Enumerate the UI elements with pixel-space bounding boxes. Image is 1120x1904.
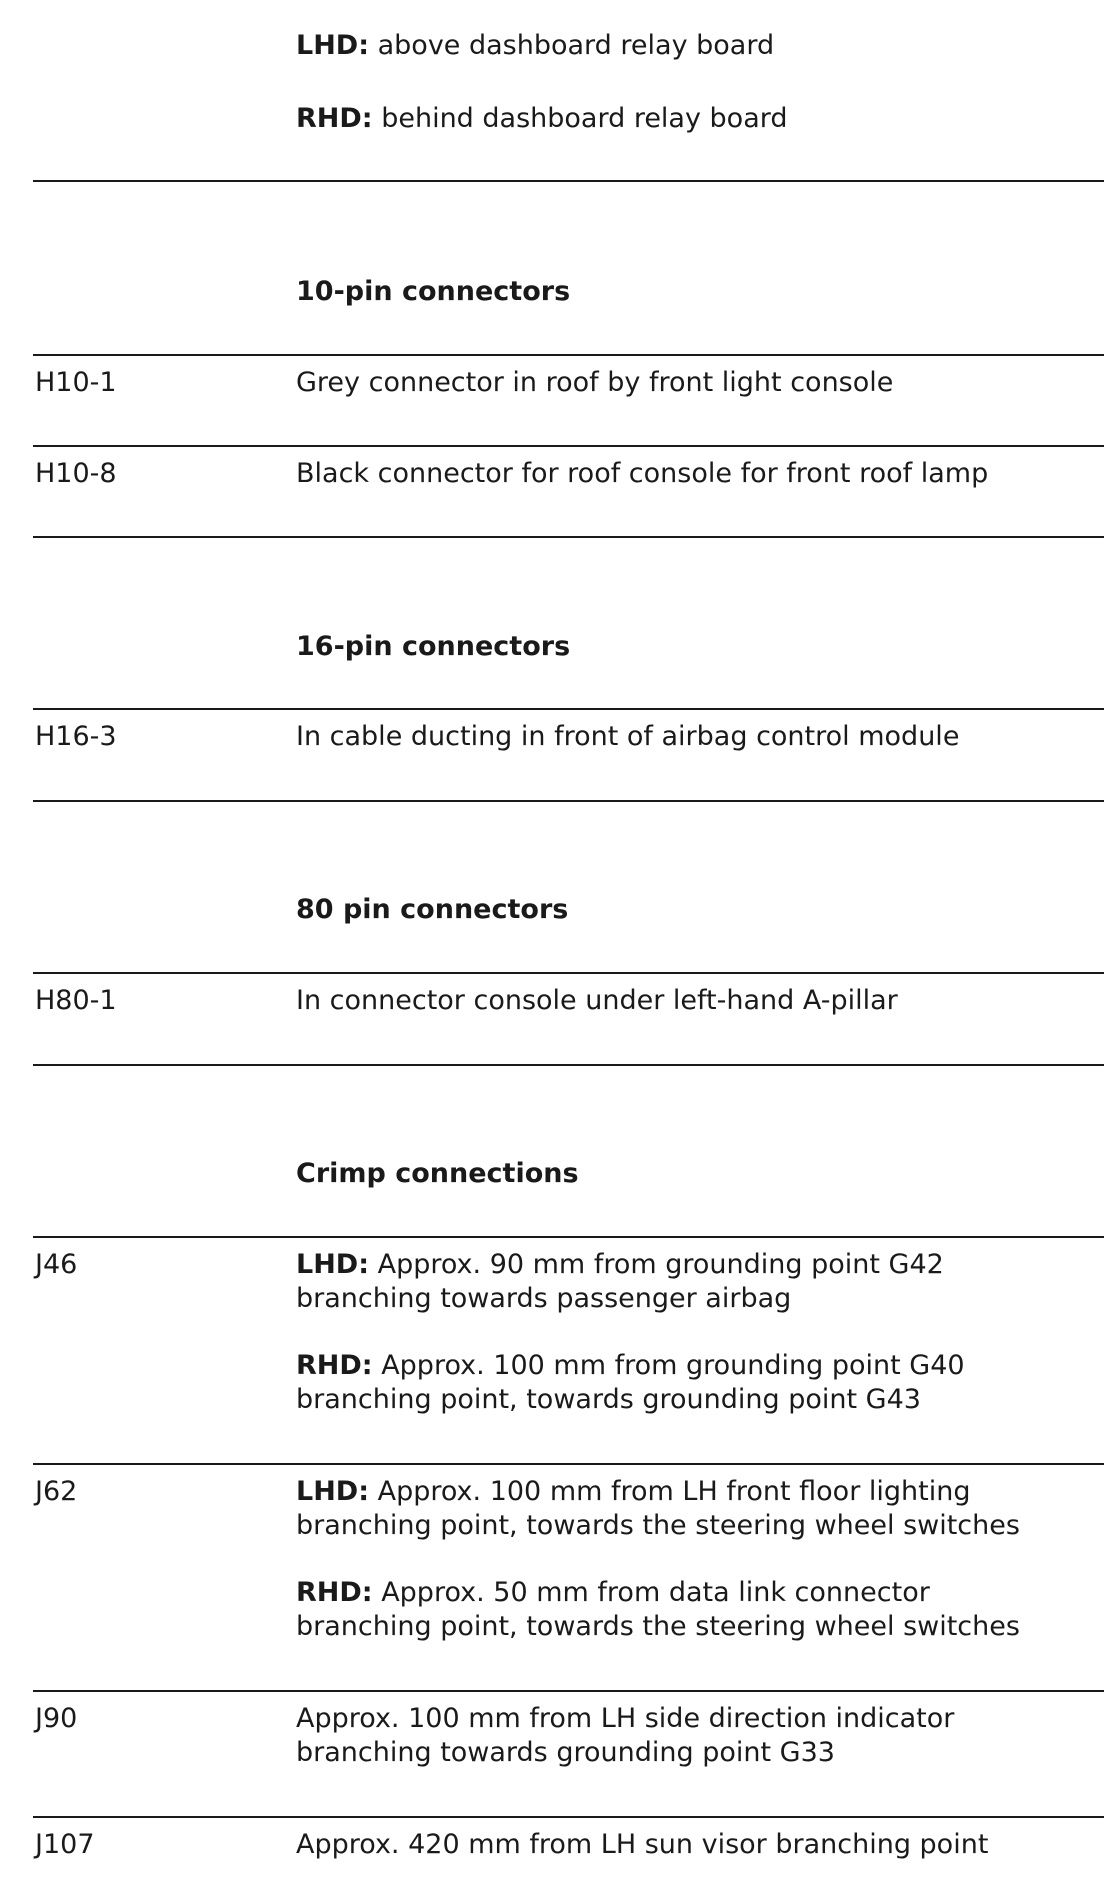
divider [33, 1690, 1104, 1692]
connector-code: H80-1 [35, 985, 117, 1016]
connector-code: H10-8 [35, 458, 117, 489]
divider [33, 800, 1104, 802]
connection-code: J62 [35, 1476, 78, 1507]
intro-rhd-line [296, 100, 788, 137]
lhd-text: Approx. 100 mm from LH front floor lighting [377, 1476, 971, 1507]
j46-lhd-line1 [296, 1246, 944, 1283]
rhd-text: behind dashboard relay board [381, 103, 788, 134]
j46-rhd-line1 [296, 1347, 965, 1384]
divider [33, 1236, 1104, 1238]
connector-location: In cable ducting in front of airbag control module [296, 721, 960, 752]
connection-code: J46 [35, 1249, 78, 1280]
connector-location: In connector console under left-hand A-pillar [296, 985, 898, 1016]
divider [33, 708, 1104, 710]
intro-lhd-line [296, 27, 774, 64]
connection-code: J107 [35, 1829, 95, 1860]
j62-rhd-line1 [296, 1574, 930, 1611]
rhd-label: RHD: [296, 1577, 373, 1608]
divider [33, 1463, 1104, 1465]
j62-lhd-line2: branching point, towards the steering wheel switches [296, 1510, 1020, 1541]
connector-code: H10-1 [35, 367, 117, 398]
section-heading-80pin: 80 pin connectors [296, 894, 569, 925]
lhd-label: LHD: [296, 30, 370, 61]
j46-lhd-line2: branching towards passenger airbag [296, 1283, 792, 1314]
rhd-label: RHD: [296, 103, 373, 134]
divider [33, 1064, 1104, 1066]
lhd-text: Approx. 90 mm from grounding point G42 [377, 1249, 944, 1280]
rhd-label: RHD: [296, 1350, 373, 1381]
lhd-label: LHD: [296, 1476, 370, 1507]
j90-line2: branching towards grounding point G33 [296, 1737, 835, 1768]
divider [33, 1816, 1104, 1818]
rhd-text: Approx. 100 mm from grounding point G40 [381, 1350, 965, 1381]
section-heading-10pin: 10-pin connectors [296, 276, 571, 307]
divider [33, 445, 1104, 447]
j107-line1: Approx. 420 mm from LH sun visor branching point [296, 1829, 989, 1860]
j46-rhd-line2: branching point, towards grounding point G43 [296, 1384, 921, 1415]
connector-location: Grey connector in roof by front light console [296, 367, 894, 398]
divider [33, 354, 1104, 356]
connector-code: H16-3 [35, 721, 117, 752]
rhd-text: Approx. 50 mm from data link connector [381, 1577, 930, 1608]
divider [33, 536, 1104, 538]
section-heading-16pin: 16-pin connectors [296, 631, 571, 662]
divider [33, 972, 1104, 974]
connection-code: J90 [35, 1703, 78, 1734]
lhd-label: LHD: [296, 1249, 370, 1280]
connector-location: Black connector for roof console for front roof lamp [296, 458, 989, 489]
j62-lhd-line1 [296, 1473, 970, 1510]
j62-rhd-line2: branching point, towards the steering wheel switches [296, 1611, 1020, 1642]
lhd-text: above dashboard relay board [377, 30, 775, 61]
divider [33, 180, 1104, 182]
j90-line1: Approx. 100 mm from LH side direction indicator [296, 1703, 955, 1734]
section-heading-crimp: Crimp connections [296, 1158, 579, 1189]
